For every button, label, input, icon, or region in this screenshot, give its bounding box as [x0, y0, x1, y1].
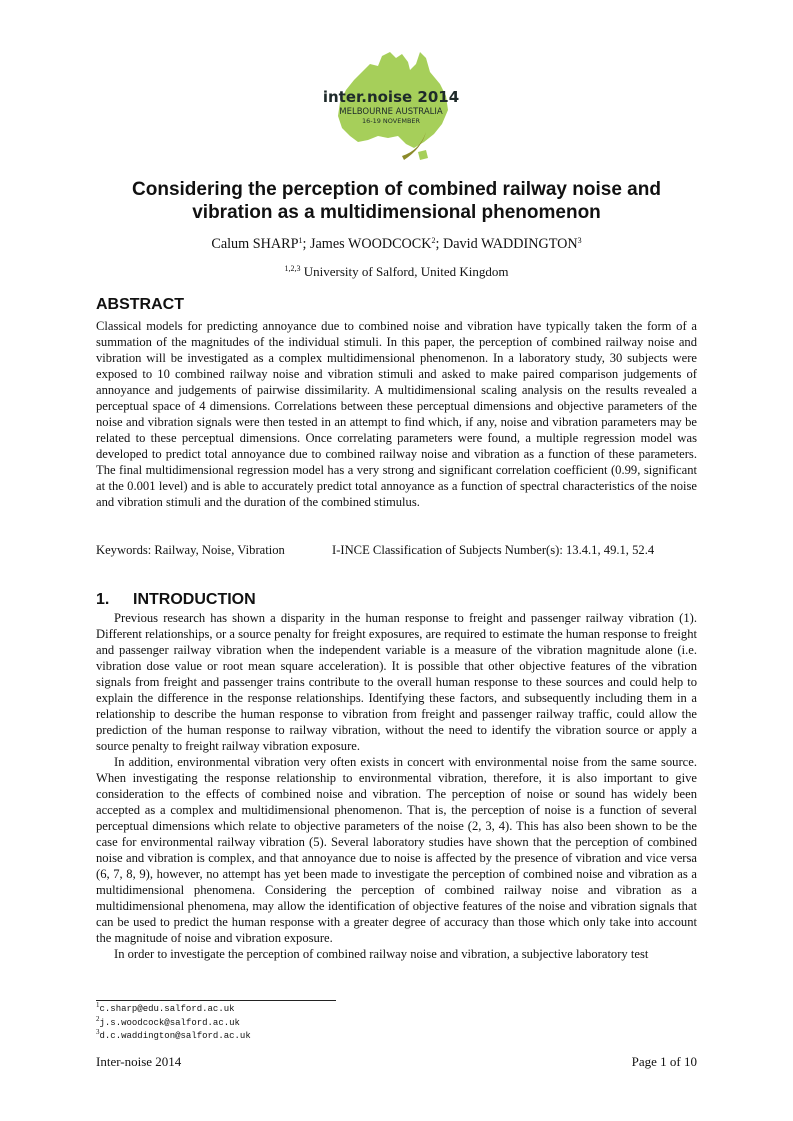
- introduction-body: [96, 610, 697, 962]
- footnote: $^2$j.s.woodcock@salford.ac.uk: [96, 1014, 240, 1028]
- author-3: David WADDINGTON$^3$: [443, 236, 582, 252]
- logo-line1: inter.noise 2014: [322, 88, 460, 106]
- footer-conference: Inter-noise 2014: [96, 1054, 182, 1069]
- paragraph: In order to investigate the perception of combined railway noise and vibration, a subjective laboratory test: [114, 947, 649, 961]
- footnote-divider: [96, 1000, 336, 1001]
- affiliation: $^{1,2,3}$ University of Salford, United Kingdom: [284, 264, 509, 279]
- author-list: [96, 236, 697, 253]
- paragraph: In addition, environmental vibration very often exists in concert with environmental noise from the same source. When investigating the response relationship to environmental vibration, therefore, it is also important to give consideration to the effects of combined noise and vibration. The perception of noise or sound has widely been accepted as a complex and multidimensional phenomenon. That is, the perception of noise is a function of several perceptual dimensions which relate to objective parameters of the noise (2, 3, 4). This has also been shown to be the case for environmental railway vibration (5). Several laboratory studies have shown that the perception of combined noise and vibration is complex, and that annoyance due to noise is affected by the presence of vibration and vice versa (6, 7, 8, 9), however, no attempt has yet been made to investigate the perception of combined noise and vibration as a multidimensional phenomena. Considering the perception of combined railway noise and vibration as a multidimensional phenomena, may allow the identification of objective features of the noise and vibration signals that can be used to predict the human response with a greater degree of accuracy than those which only take into account the magnitude of noise and vibration exposure.: [96, 755, 697, 945]
- keywords: Keywords: Railway, Noise, Vibration: [96, 543, 285, 557]
- footnote: $^3$d.c.waddington@salford.ac.uk: [96, 1028, 251, 1041]
- tasmania-shape: [418, 150, 428, 160]
- australia-map-logo: [322, 44, 460, 164]
- author-1: Calum SHARP$^1$;: [211, 236, 310, 252]
- footnotes: [96, 1003, 496, 1044]
- footer-page-number: Page 1 of 10: [631, 1054, 697, 1069]
- logo-line2: MELBOURNE AUSTRALIA: [339, 107, 443, 117]
- author-2: James WOODCOCK$^2$;: [309, 236, 443, 252]
- paper-title: Considering the perception of combined railway noise and vibration as a multidimensional phenomenon: [132, 179, 661, 223]
- abstract-heading: ABSTRACT: [96, 296, 184, 313]
- classification: I-INCE Classification of Subjects Number(s): 13.4.1, 49.1, 52.4: [332, 543, 655, 557]
- footnote: $^1$c.sharp@edu.salford.ac.uk: [96, 1001, 235, 1014]
- abstract-text: Classical models for predicting annoyance due to combined noise and vibration have typically taken the form of a summation of the magnitudes of the individual stimuli. In this paper, the perception of combined railway noise and vibration will be investigated as a complex multidimensional phenomenon. In a laboratory study, 30 subjects were exposed to 10 combined railway noise and vibration stimuli and asked to make paired comparison judgements of annoyance and judgements of pairwise dissimilarity. A multidimensional scaling analysis on the results revealed a perceptual space of 4 dimensions. Correlations between these perceptual dimensions and objective parameters of the noise and vibration signals were then tested in an attempt to find which, if any, noise and vibration parameters may be related to these perceptual dimensions. Once correlating parameters were found, a multiple regression model was developed to predict total annoyance due to combined railway noise and vibration as a function of these parameters. The final multidimensional regression model has a very strong and significant correlation coefficient (0.99, significant at the 0.001 level) and is able to accurately predict total annoyance as a function of spectral characteristics of the noise and vibration stimuli and the duration of the combined stimulus.: [96, 319, 697, 509]
- paragraph: Previous research has shown a disparity in the human response to freight and passenger railway vibration (1). Different relationships, or a source penalty for freight exposures, are required to estimate the human response to freight and passenger railway vibration when the independent variable is a measure of the vibration magnitude alone (i.e. vibration dose value or root mean square acceleration). It is possible that other objective features of the vibration signals from freight and passenger trains contribute to the overall human response to these sources and could help to explain the difference in the response relationships. Identifying these factors, and subsequently including them in a relationship to describe the human response to vibration from freight and passenger railway traffic, could allow the prediction of the human response to railway vibration, without the need to identify the vibration source or apply a source penalty to freight railway vibration exposure.: [96, 611, 697, 753]
- conference-logo: [322, 44, 460, 164]
- section-heading-introduction: 1. INTRODUCTION: [96, 591, 256, 608]
- logo-line3: 16-19 NOVEMBER: [361, 117, 421, 125]
